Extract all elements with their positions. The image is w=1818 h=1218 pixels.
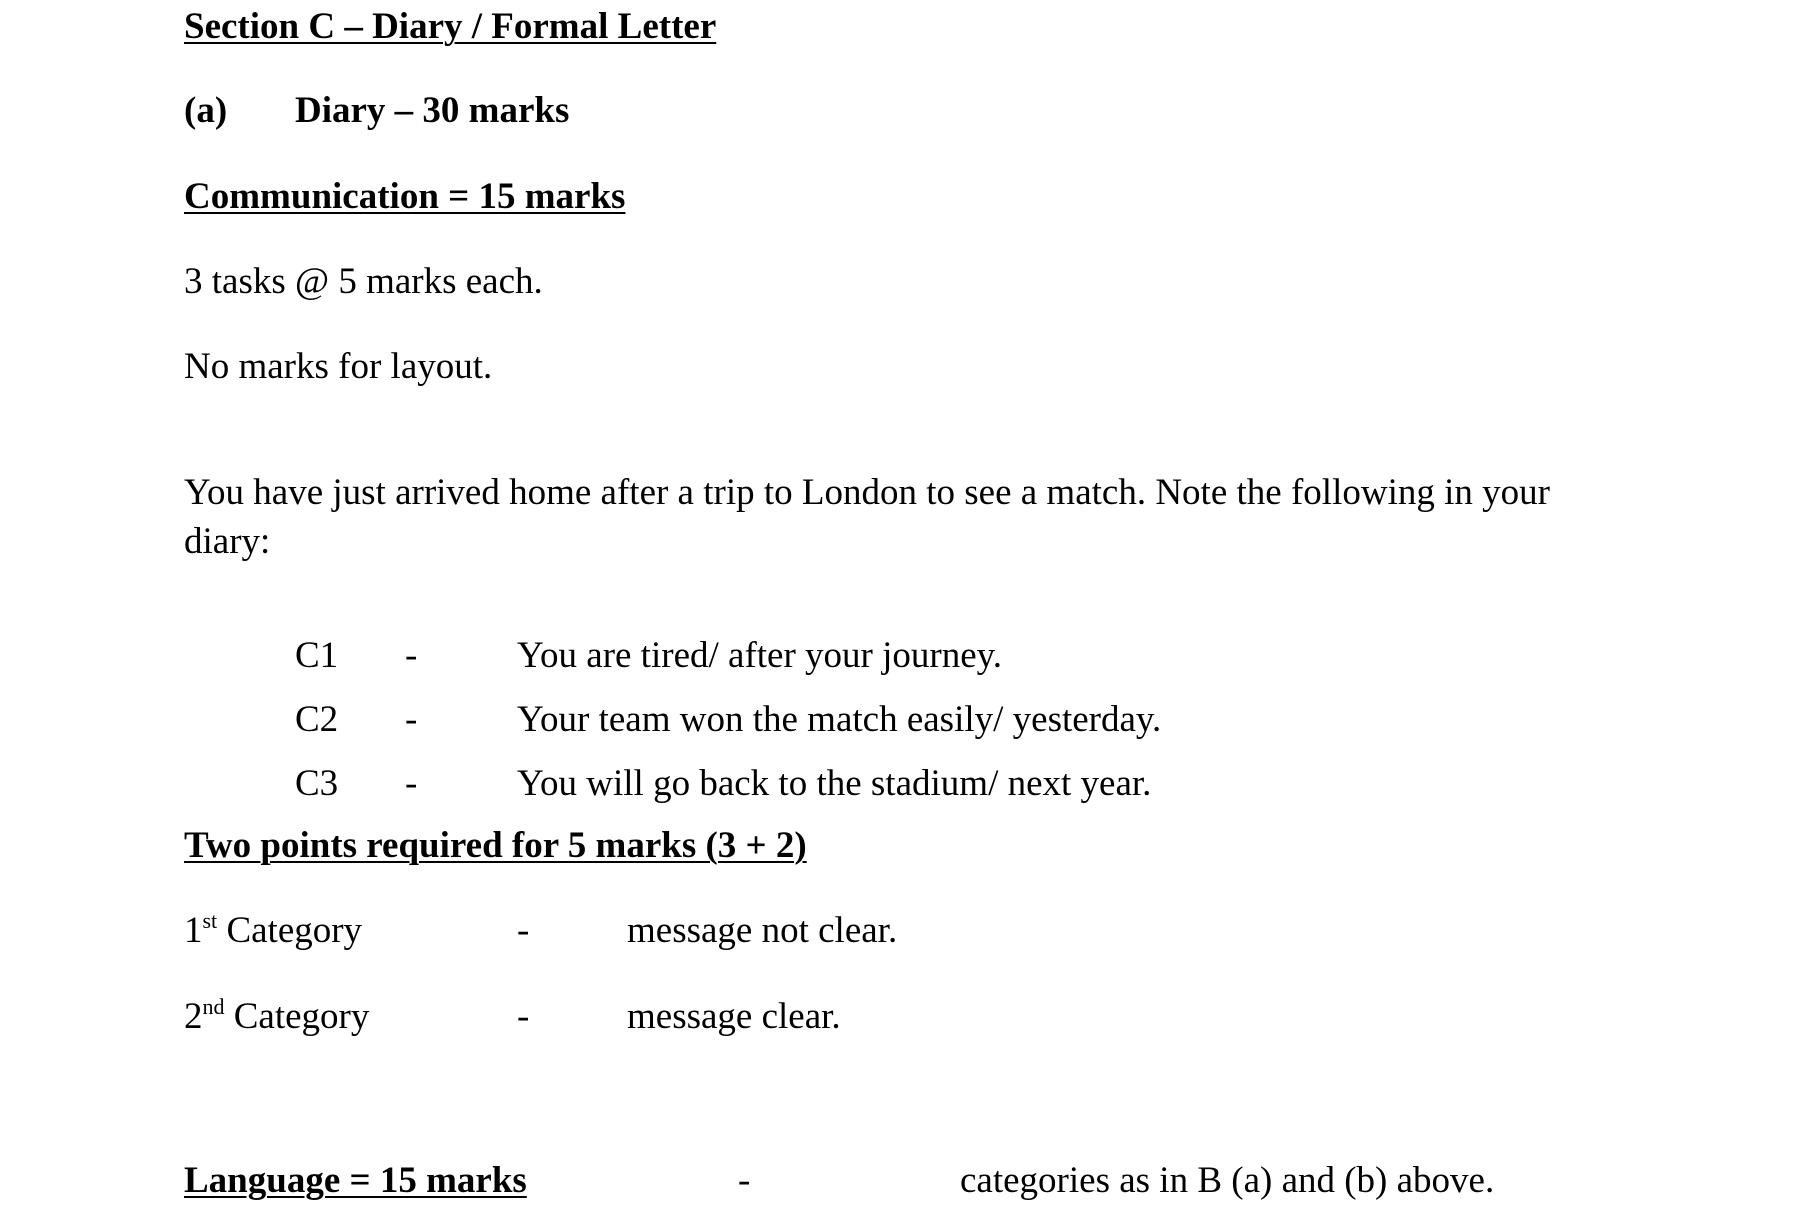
task-code: C1: [295, 635, 339, 676]
category-label: [184, 908, 363, 951]
category-dash: -: [517, 996, 530, 1037]
category-text: message clear.: [627, 996, 841, 1037]
category-text: message not clear.: [627, 910, 898, 951]
task-text: You will go back to the stadium/ next year.: [517, 763, 1152, 804]
task-code: C3: [295, 763, 339, 804]
task-dash: -: [405, 635, 418, 676]
category-ordinal-suffix: nd: [202, 994, 225, 1019]
category-number: 1: [184, 910, 203, 951]
category-number: 2: [184, 996, 203, 1037]
category-word: Category: [233, 996, 370, 1037]
task-dash: -: [405, 699, 418, 740]
task-text: Your team won the match easily/ yesterday.: [517, 699, 1162, 740]
part-a-title: Diary – 30 marks: [295, 90, 570, 131]
tasks-line: 3 tasks @ 5 marks each.: [184, 261, 543, 302]
part-a-label: (a): [184, 90, 228, 131]
category-word: Category: [226, 910, 363, 951]
layout-line: No marks for layout.: [184, 346, 493, 387]
language-dash: -: [738, 1160, 751, 1201]
section-heading: Section C – Diary / Formal Letter: [184, 6, 717, 47]
language-text: categories as in B (a) and (b) above.: [960, 1160, 1495, 1201]
language-heading: Language = 15 marks: [184, 1160, 527, 1201]
communication-heading: Communication = 15 marks: [184, 176, 626, 217]
category-dash: -: [517, 910, 530, 951]
points-heading: Two points required for 5 marks (3 + 2): [184, 825, 807, 866]
task-dash: -: [405, 763, 418, 804]
diary-prompt: You have just arrived home after a trip to London to see a match. Note the following in your diary:: [184, 472, 1550, 562]
task-code: C2: [295, 699, 339, 740]
task-text: You are tired/ after your journey.: [517, 635, 1002, 676]
category-ordinal-suffix: st: [202, 908, 218, 933]
category-label: [184, 994, 370, 1037]
